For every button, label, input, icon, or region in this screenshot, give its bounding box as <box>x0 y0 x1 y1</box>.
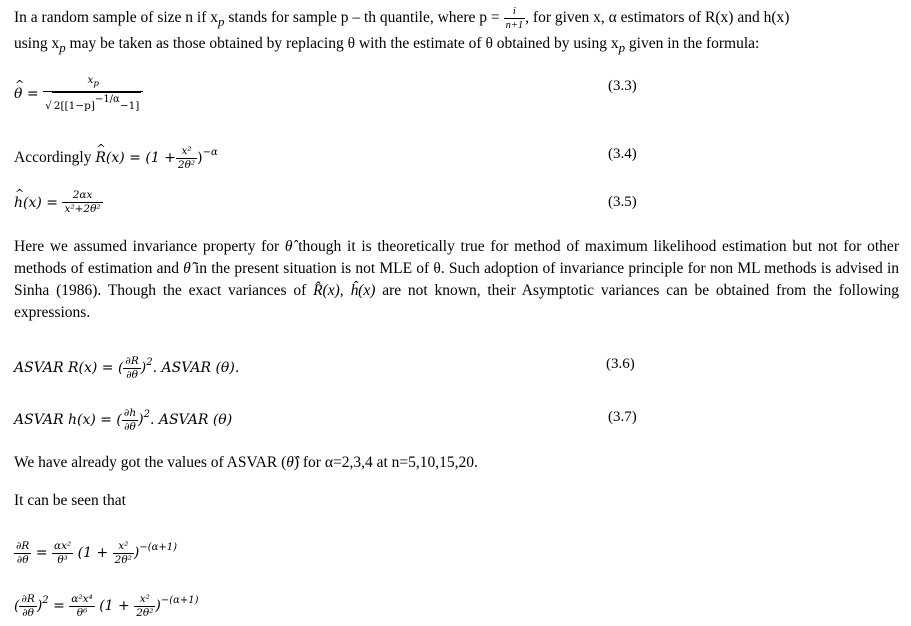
equation-3-6: ASVAR R(x) = ( $\frac{\partial R}{\partial\theta}$ )$^2$. ASVAR (θ). <box>14 354 240 381</box>
intro-paragraph: In a random sample of size n if $x_p$ stands for sample p – th quantile, where p = $\frac{i}{n+1}$ , for given x, α estimators of R(x) and h(x) using $x_p$ may be taken as those obtained by replacing θ with the estimate of θ obtained by using $x_p$ given in the formula: <box>14 6 790 56</box>
seen-paragraph: It can be seen that <box>14 492 126 509</box>
derivative-squared-equation: ( $\frac{\partial R}{\partial\theta}$ )$^2$ = $\frac{\text{α²x⁴}}{\text{θ⁶}}$ (1 + $\frac{\text{x²}}{\text{2θ²}}$ )$^{-(\alpha+1)}$ <box>14 592 199 619</box>
invariance-paragraph: Here we assumed invariance property for θ̂ though it is theoretically true for method of maximum likelihood estimation but not for other methods of estimation and θ̂ in the present situation is not MLE of θ. Such adoption of invariance principle for non ML methods is advised in Sinha (1986). Though the exact variances of R̂(x), ĥ(x) are not known, their Asymptotic variances can be obtained from the following expressions. <box>14 238 900 321</box>
equation-3-7: ASVAR h(x) = ( $\frac{\partial h}{\partial\theta}$ )$^2$. ASVAR (θ) <box>14 406 233 433</box>
equation-number-3-7: (3.7) <box>608 409 637 425</box>
asvar-paragraph: We have already got the values of ASVAR (θ̂) for α=2,3,4 at n=5,10,15,20. <box>14 454 478 471</box>
equation-3-4: Accordingly ^ R(x) = (1 + $\frac{\text{x²}}{\text{2θ²}}$ )$^{-\alpha}$ <box>14 142 218 172</box>
equation-3-5: ^ h(x) = $\frac{2\alpha x}{\text{x²+2θ²}}$ <box>14 189 103 216</box>
derivative-equation: $\frac{\partial R}{\partial\theta}$ = $\frac{\text{αx²}}{\text{θ³}}$ (1 + $\frac{\text{x²}}{\text{2θ²}}$ )$^{-(\alpha+1)}$ <box>16 539 178 566</box>
equation-number-3-3: (3.3) <box>608 78 637 94</box>
equation-number-3-6: (3.6) <box>606 356 635 372</box>
equation-3-3: ^ θ = $\frac{x_p}{√ 2[[1-p]-1/\alpha-1]}$ <box>14 74 143 113</box>
equation-number-3-4: (3.4) <box>608 146 637 162</box>
equation-number-3-5: (3.5) <box>608 194 637 210</box>
